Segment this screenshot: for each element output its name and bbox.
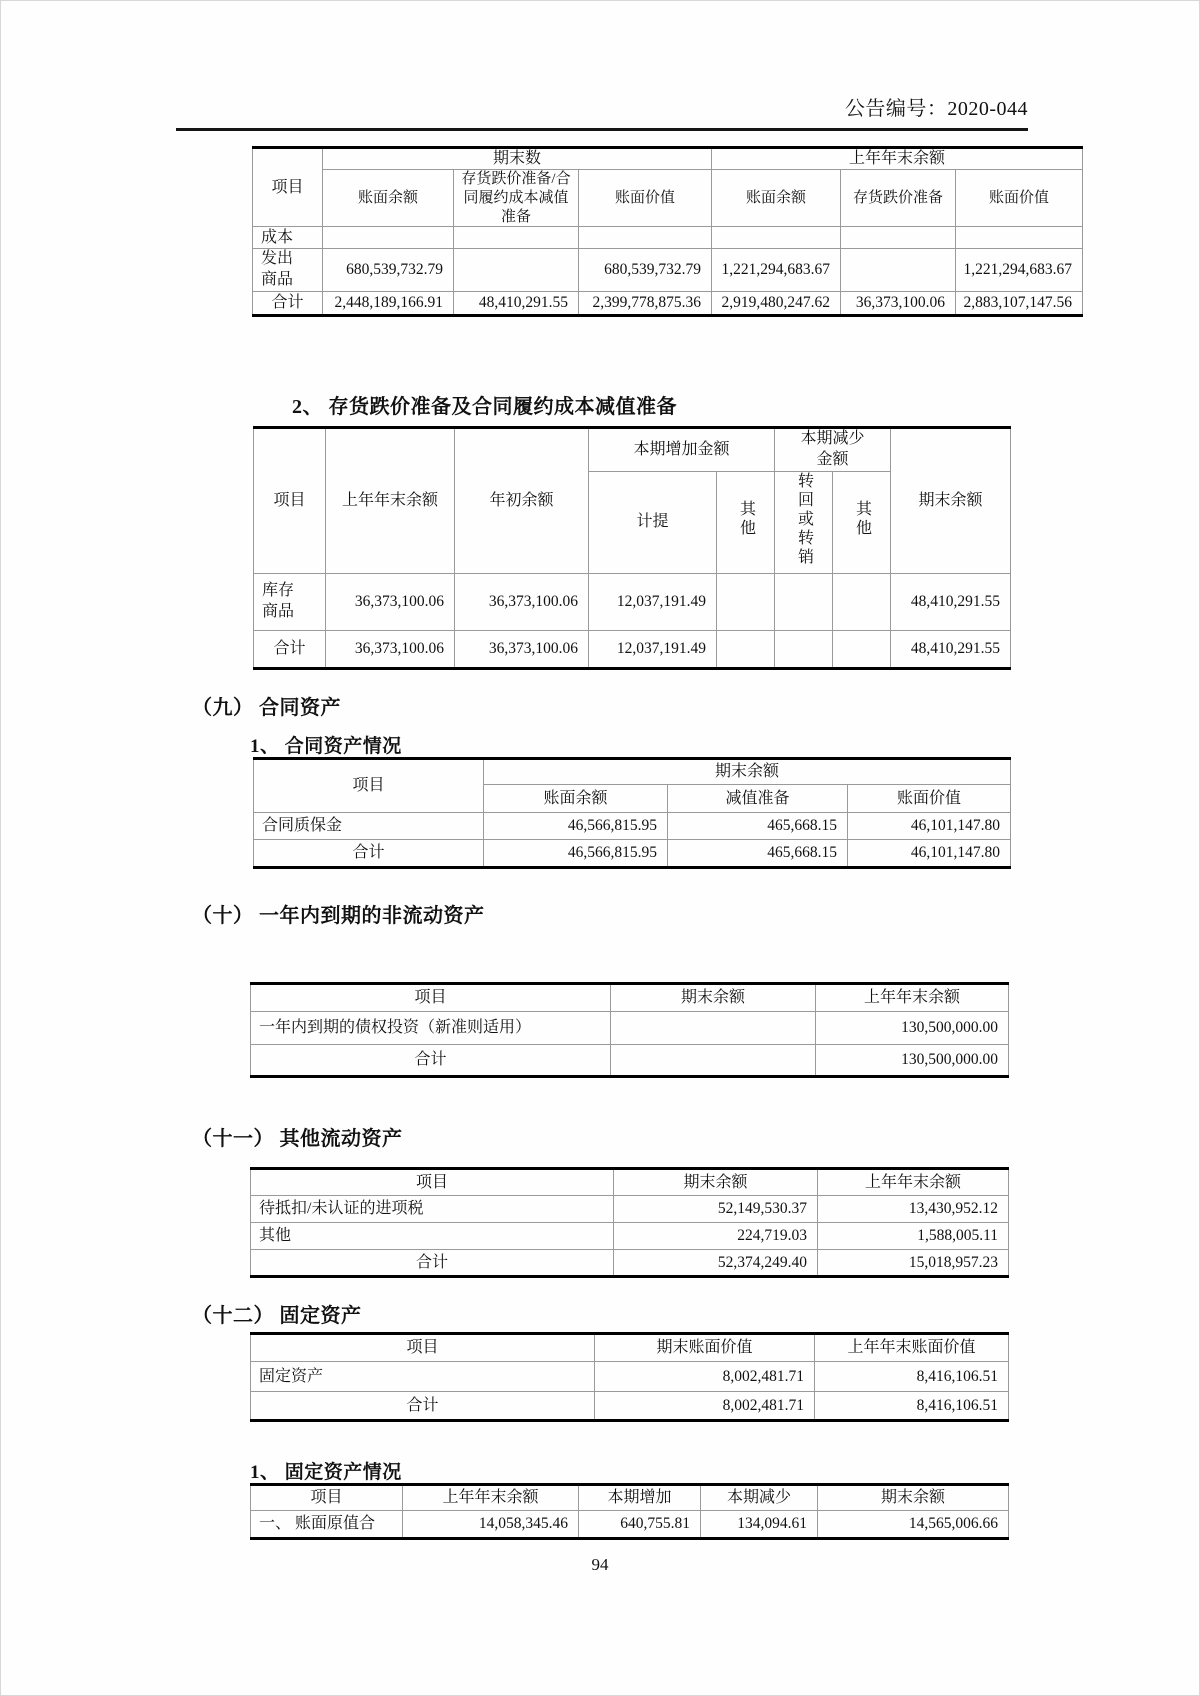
col-header-impairment-prior: 存货跌价准备 (841, 170, 956, 227)
row-label: 合计 (251, 1250, 614, 1277)
row-label: 合计 (251, 1392, 595, 1421)
total-row (251, 1250, 1009, 1277)
section-12-title: （十二） 固定资产 (192, 1305, 362, 1327)
col-header-book-value: 账面价值 (848, 785, 1011, 813)
inventory-provision-table (253, 426, 1010, 670)
table-row (253, 227, 1083, 249)
table-row (251, 1223, 1009, 1250)
cell-value: 36,373,100.06 (326, 630, 455, 668)
col-header-item: 项目 (254, 428, 326, 574)
col-header-book-balance: 账面余额 (484, 785, 668, 813)
col-header-reversal (775, 471, 833, 573)
total-row (254, 840, 1011, 868)
cell-value: 130,500,000.00 (816, 1012, 1009, 1045)
row-label: 其他 (251, 1223, 614, 1250)
cell-value: 48,410,291.55 (891, 630, 1011, 668)
cell-value: 465,668.15 (668, 840, 848, 868)
col-group-prior-year: 上年年末余额 (712, 148, 1083, 170)
cell-value: 8,002,481.71 (595, 1362, 815, 1392)
row-label: 待抵扣/未认证的进项税 (251, 1196, 614, 1223)
cell-value: 130,500,000.00 (816, 1045, 1009, 1077)
cell-value (775, 573, 833, 630)
table-row (251, 1362, 1009, 1392)
cell-value: 52,149,530.37 (614, 1196, 818, 1223)
col-header-decrease-other-text: 其他 (853, 500, 871, 539)
cell-value: 36,373,100.06 (326, 573, 455, 630)
fixed-assets-table (250, 1332, 1008, 1422)
cell-value: 8,416,106.51 (815, 1392, 1009, 1421)
col-header-opening-balance: 年初余额 (455, 428, 589, 574)
cell-value: 52,374,249.40 (614, 1250, 818, 1277)
col-header-impairment: 减值准备 (668, 785, 848, 813)
contract-assets-grid (253, 757, 1011, 869)
cell-value (841, 227, 956, 249)
col-header-increase: 本期增加 (579, 1485, 701, 1511)
cell-value (454, 249, 579, 292)
fixed-assets-grid (250, 1332, 1009, 1422)
inventory-table-grid (252, 146, 1083, 317)
col-header-ending-book-value: 期末账面价值 (595, 1334, 815, 1362)
noncurrent-due-grid (250, 982, 1009, 1078)
col-group-increase: 本期增加金额 (589, 428, 775, 472)
col-group-ending: 期末数 (323, 148, 712, 170)
row-label: 合计 (254, 840, 484, 868)
cell-value: 14,058,345.46 (403, 1511, 579, 1539)
col-header-ending-balance: 期末余额 (611, 984, 816, 1012)
cell-value: 465,668.15 (668, 813, 848, 840)
cell-value (579, 227, 712, 249)
cell-value: 1,588,005.11 (818, 1223, 1009, 1250)
fixed-assets-detail-subtitle: 1、 固定资产情况 (250, 1462, 402, 1483)
cell-value: 2,399,778,875.36 (579, 291, 712, 315)
row-label: 合计 (253, 291, 323, 315)
cell-value: 1,221,294,683.67 (956, 249, 1083, 292)
cell-value: 8,416,106.51 (815, 1362, 1009, 1392)
cell-value: 1,221,294,683.67 (712, 249, 841, 292)
col-header-ending-balance: 期末余额 (614, 1169, 818, 1196)
cell-value: 8,002,481.71 (595, 1392, 815, 1421)
cell-value: 2,448,189,166.91 (323, 291, 454, 315)
cell-value (611, 1012, 816, 1045)
cell-value: 134,094.61 (701, 1511, 818, 1539)
cell-value: 680,539,732.79 (579, 249, 712, 292)
cell-value: 36,373,100.06 (455, 573, 589, 630)
cell-value (712, 227, 841, 249)
col-header-prior-year-balance: 上年年末余额 (816, 984, 1009, 1012)
contract-assets-table (253, 757, 1010, 869)
col-header-decrease: 本期减少 (701, 1485, 818, 1511)
section-2-title: 2、 存货跌价准备及合同履约成本减值准备 (292, 396, 677, 418)
col-header-increase-other (717, 471, 775, 573)
row-label (253, 249, 323, 292)
total-row (251, 1045, 1009, 1077)
col-header-reversal-text: 转回或转销 (795, 471, 813, 567)
row-label: 合计 (251, 1045, 611, 1077)
table-row (253, 249, 1083, 292)
col-group-ending-balance: 期末余额 (484, 759, 1011, 785)
cell-value (717, 630, 775, 668)
col-header-prior-book-value: 上年年末账面价值 (815, 1334, 1009, 1362)
other-current-assets-table (250, 1167, 1008, 1278)
cell-value (454, 227, 579, 249)
col-header-prior-year-balance: 上年年末余额 (818, 1169, 1009, 1196)
cell-value (717, 573, 775, 630)
row-label-text: 发出商品 (261, 250, 294, 289)
cell-value (841, 249, 956, 292)
cell-value: 680,539,732.79 (323, 249, 454, 292)
inventory-table (252, 146, 1082, 317)
cell-value (956, 227, 1083, 249)
cell-value: 13,430,952.12 (818, 1196, 1009, 1223)
cell-value (323, 227, 454, 249)
cell-value: 48,410,291.55 (891, 573, 1011, 630)
col-header-increase-other-text: 其他 (737, 500, 755, 539)
total-row (254, 630, 1011, 668)
row-label: 固定资产 (251, 1362, 595, 1392)
section-11-title: （十一） 其他流动资产 (192, 1128, 403, 1150)
col-header-prior-year-balance: 上年年末余额 (403, 1485, 579, 1511)
row-label (254, 573, 326, 630)
cell-value: 2,883,107,147.56 (956, 291, 1083, 315)
cell-value (833, 630, 891, 668)
section-9-title: （九） 合同资产 (192, 697, 341, 719)
cell-value (833, 573, 891, 630)
noncurrent-due-table (250, 982, 1008, 1078)
col-header-decrease-other (833, 471, 891, 573)
section-10-title: （十） 一年内到期的非流动资产 (192, 905, 485, 927)
cell-value: 46,101,147.80 (848, 840, 1011, 868)
col-header-item: 项目 (253, 148, 323, 227)
table-row (251, 1012, 1009, 1045)
section-9-subtitle: 1、 合同资产情况 (250, 736, 402, 757)
cell-value: 46,101,147.80 (848, 813, 1011, 840)
table-row (251, 1511, 1009, 1539)
page-number: 94 (591, 1555, 609, 1574)
col-header-accrued: 计提 (589, 471, 717, 573)
table-row (254, 573, 1011, 630)
col-header-impairment-provision: 存货跌价准备/合同履约成本减值准备 (454, 170, 579, 227)
cell-value: 14,565,006.66 (818, 1511, 1009, 1539)
fixed-assets-detail-table (250, 1483, 1008, 1540)
cell-value: 36,373,100.06 (455, 630, 589, 668)
row-label: 一、 账面原值合 (251, 1511, 403, 1539)
col-header-book-value-prior: 账面价值 (956, 170, 1083, 227)
row-label: 一年内到期的债权投资（新准则适用） (251, 1012, 611, 1045)
col-header-item: 项目 (251, 1334, 595, 1362)
cell-value (775, 630, 833, 668)
col-header-item: 项目 (251, 1485, 403, 1511)
col-header-book-value: 账面价值 (579, 170, 712, 227)
cell-value: 15,018,957.23 (818, 1250, 1009, 1277)
col-header-prior-year-balance: 上年年末余额 (326, 428, 455, 574)
col-header-book-balance-prior: 账面余额 (712, 170, 841, 227)
row-label: 合计 (254, 630, 326, 668)
cell-value: 12,037,191.49 (589, 630, 717, 668)
cell-value: 12,037,191.49 (589, 573, 717, 630)
total-row (251, 1392, 1009, 1421)
table-row (251, 1196, 1009, 1223)
col-header-ending-balance: 期末余额 (891, 428, 1011, 574)
col-header-ending-balance: 期末余额 (818, 1485, 1009, 1511)
header-rule (176, 128, 1028, 131)
total-row (253, 291, 1083, 315)
cell-value (611, 1045, 816, 1077)
row-label: 合同质保金 (254, 813, 484, 840)
cell-value: 36,373,100.06 (841, 291, 956, 315)
cell-value: 46,566,815.95 (484, 813, 668, 840)
table-row (254, 813, 1011, 840)
row-label-text: 库存商品 (262, 581, 295, 620)
col-group-decrease (775, 428, 891, 472)
fixed-assets-detail-grid (250, 1483, 1009, 1540)
cell-value: 224,719.03 (614, 1223, 818, 1250)
cell-value: 2,919,480,247.62 (712, 291, 841, 315)
notice-number: 公告编号：2020-044 (844, 98, 1028, 120)
other-current-assets-grid (250, 1167, 1009, 1278)
col-header-item: 项目 (251, 984, 611, 1012)
col-header-item: 项目 (251, 1169, 614, 1196)
cell-value: 640,755.81 (579, 1511, 701, 1539)
col-group-decrease-text: 本期减少金额 (800, 430, 865, 468)
col-header-book-balance: 账面余额 (323, 170, 454, 227)
row-label: 成本 (253, 227, 323, 249)
cell-value: 48,410,291.55 (454, 291, 579, 315)
inventory-provision-grid (253, 426, 1011, 670)
cell-value: 46,566,815.95 (484, 840, 668, 868)
col-header-item: 项目 (254, 759, 484, 813)
